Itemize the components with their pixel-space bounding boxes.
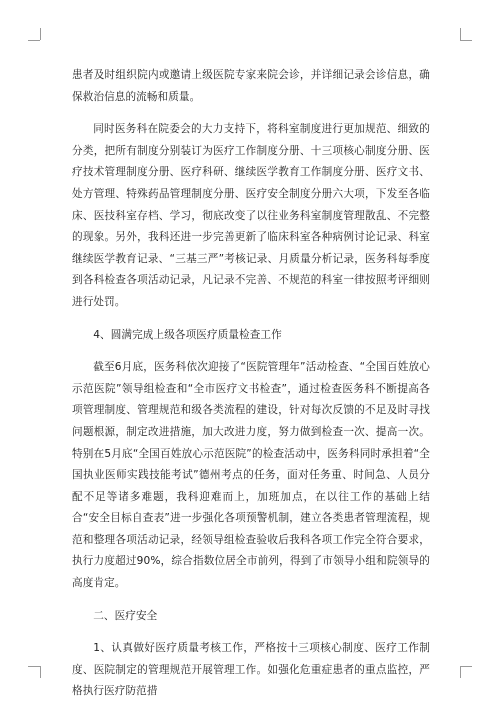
section-heading-inspection: 4、圆满完成上级各项医疗质量检查工作 (93, 328, 282, 341)
paragraph-quality-assessment: 1、认真做好医疗质量考核工作，严格按十三项核心制度、医疗工作制度、医院制定的管理规范开展管理工作。如强化危重症患者的重点监控，严格执行医疗防范措 (72, 642, 430, 698)
crop-mark-top-left-h (28, 40, 40, 41)
paragraph-system-classification: 同时医务科在院委会的大力支持下，将科室制度进行更加规范、细致的分类，把所有制度分别装订为医疗工作制度分册、十三项核心制度分册、医疗技术管理制度分册、医疗科研、继续医学教育工作制度分册、医疗文书、处方管理、特殊药品管理制度分册、医疗安全制度分册六大项，下发至各临床、医技科室存档、学习，彻底改变了以往业务科室制度管理散乱、不完整的现象。另外，我科还进一步完善更新了临床科室各种病例讨论记录、科室继续医学教育记录、“三基三严”考核记录、月质量分析记录，医务科每季度到各科检查各项活动记录，凡记录不完善、不规范的科室一律按照考评细则进行处罚。 (72, 123, 430, 308)
crop-mark-bottom-right-h (460, 666, 472, 667)
crop-mark-top-right-h (460, 40, 472, 41)
crop-mark-bottom-left-h (28, 666, 40, 667)
section-heading-medical-safety: 二、医疗安全 (93, 609, 158, 622)
paragraph-continuation: 患者及时组织院内或邀请上级医院专家来院会诊，并详细记录会诊信息，确保救治信息的流畅和质量。 (72, 69, 430, 103)
paragraph-inspection-work: 截至6月底，医务科依次迎接了“医院管理年”活动检查、“全国百姓放心示范医院”领导组检查和“全市医疗文书检查”，通过检查医务科不断提高各项管理制度、管理规范和级各类流程的建设，针对每次反馈的不足及时寻找问题根源，制定改进措施，加大改进力度，努力做到检查一次、提高一次。特别在5月底“全国百姓放心示范医院”的检查活动中，医务科同时承担着“全国执业医师实践技能考试”德州考点的任务，面对任务重、时间急、人员分配不足等诸多难题，我科迎难而上，加班加点，在以往工作的基础上结合“安全目标自查表”进一步强化各项预警机制，建立各类患者管理流程，规范和整理各项活动记录，经领导组检查验收后我科各项工作完全符合要求，执行力度超过90%，综合指数位居全市前列，得到了市领导小组和院领导的高度肯定。 (72, 361, 430, 590)
crop-mark-top-right-v (460, 28, 461, 40)
body-text (72, 65, 430, 703)
crop-mark-bottom-left-v (40, 666, 41, 678)
crop-mark-bottom-right-v (460, 666, 461, 678)
crop-mark-top-left-v (40, 28, 41, 40)
